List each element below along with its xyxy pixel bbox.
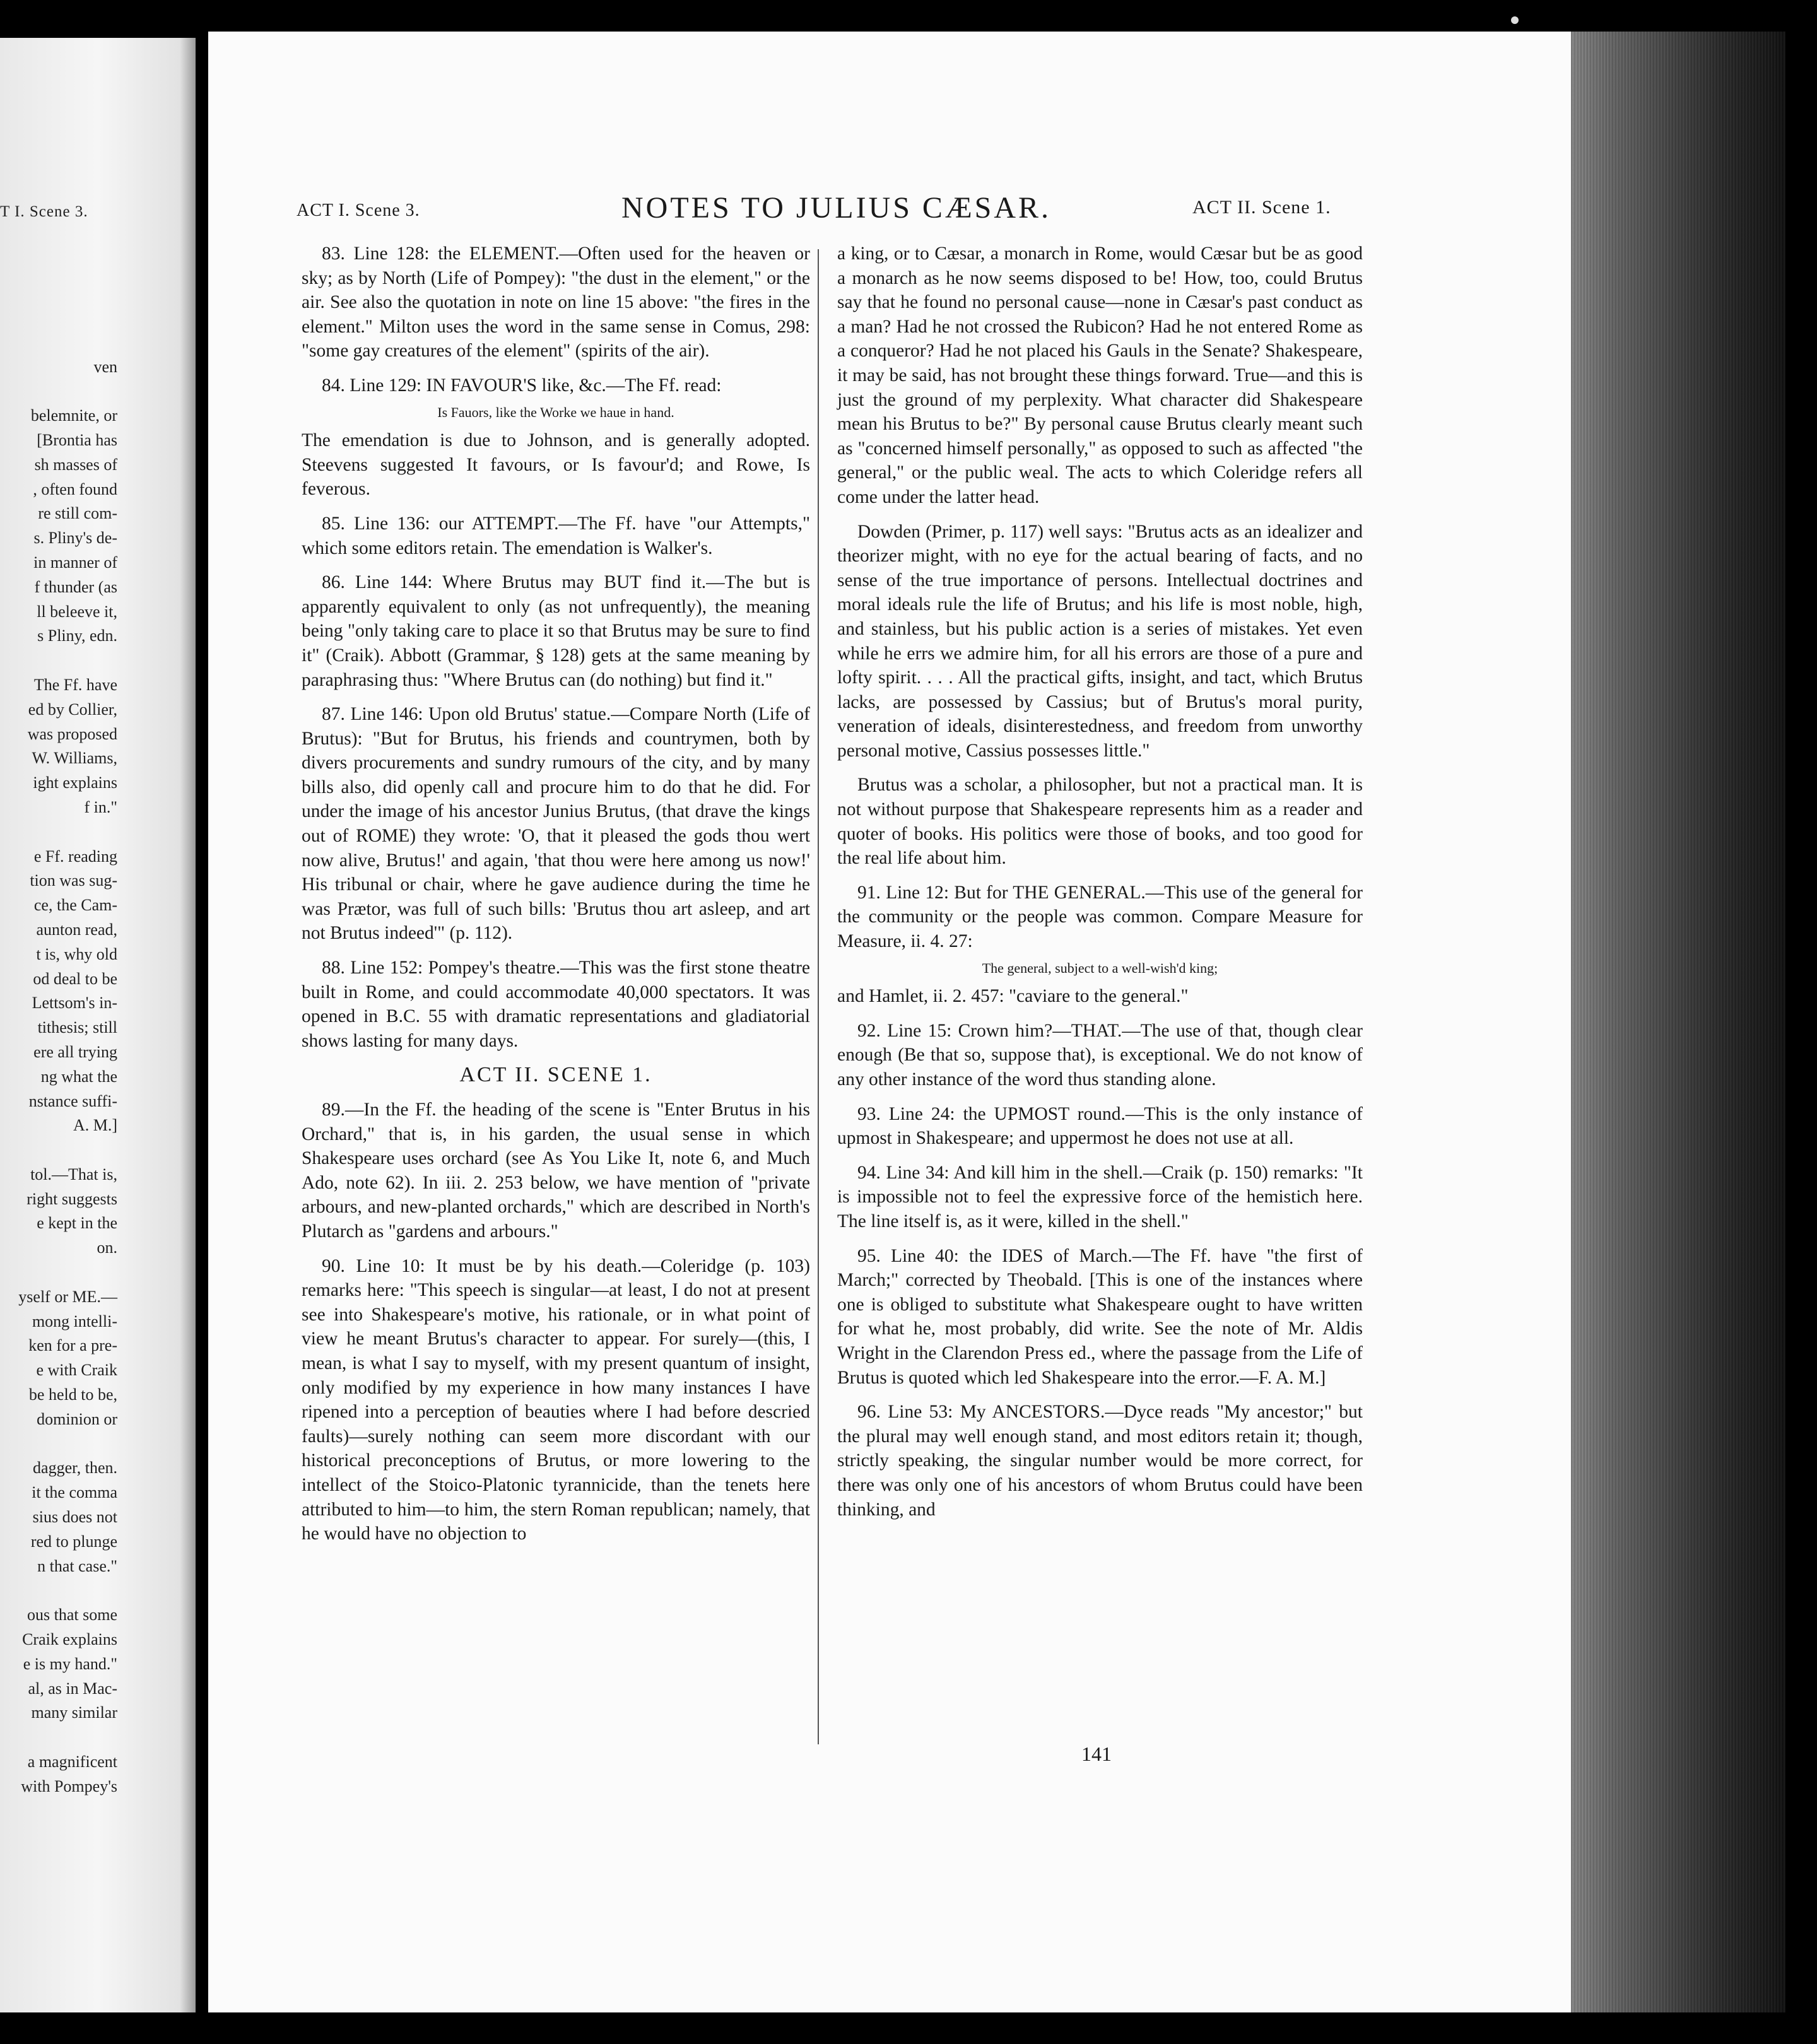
facing-page-line: tol.—That is, (30, 1165, 117, 1184)
facing-page-line: ce, the Cam- (33, 896, 117, 915)
facing-page-line: ng what the (40, 1067, 117, 1086)
facing-page-line: ven (93, 357, 117, 376)
dowden-quote-paragraph: Dowden (Primer, p. 117) well says: "Brutus acts as an idealizer and theorizer might, with no eye for the actual bearing of facts, and no sense of the true importance of persons. Intellectual doctrines and moral ideals rule the life of Brutus; and his life is most noble, high, and stainless, but his public action is a series of mistakes. Yet even while he errs we admire him, for all his errors are those of a pure and lofty spirit. . . . All the practical gifts, insight, and tact, which Brutus lacks, are possessed by Cassius; but of Brutus's moral purity, veneration of ideals, disinterestedness, and freedom from unworthy personal motive, Cassius possesses little." (837, 521, 1363, 761)
facing-page-line (0, 649, 117, 673)
act-heading: ACT II. SCENE 1. (459, 1063, 652, 1087)
facing-page-line (0, 1260, 117, 1285)
facing-page-line: Craik explains (22, 1630, 117, 1649)
facing-page-line (0, 1432, 117, 1457)
note-86: 86. Line 144: Where Brutus may BUT find it.—The but is apparently equivalent to only (as not unfrequently), the meaning being "only taking care to place it so that Brutus may be sure to find it" (Craik). Abbott (Grammar, § 128) gets at the same meaning by paraphrasing thus: "Where Brutus can (do nothing) but find it." (302, 572, 810, 690)
facing-page-line: ous that some (27, 1606, 117, 1624)
facing-page-header: T I. Scene 3. (0, 203, 88, 220)
page-number: 141 (1081, 1742, 1112, 1765)
scan-speck (1511, 16, 1519, 24)
facing-page-line: yself or ME.— (18, 1287, 117, 1306)
note-89: 89.—In the Ff. the heading of the scene is "Enter Brutus in his Orchard," that is, in his garden, the usual sense in which Shakespeare uses orchard (see As You Like It, note 6, and Much Ado, note 62). In iii. 2. 253 below, we have mention of "private arbours, and new-planted orchards," which are described in North's Plutarch as "gardens and arbours." (302, 1100, 810, 1242)
facing-page-line: a magnificent (27, 1753, 117, 1771)
facing-page-line (0, 1578, 117, 1603)
facing-page-line: dominion or (37, 1409, 117, 1428)
note-84-quote: Is Fauors, like the Worke we haue in hand. (437, 404, 674, 420)
facing-page-line: The Ff. have (33, 675, 117, 694)
note-84: 84. Line 129: IN FAVOUR'S like, &c.—The Ff. read: (322, 375, 722, 396)
facing-page-line: Lettsom's in- (32, 994, 117, 1013)
note-85: 85. Line 136: our ATTEMPT.—The Ff. have "our Attempts," which some editors retain. The emendation is Walker's. (302, 513, 810, 558)
running-header-right: ACT II. Scene 1. (1192, 197, 1331, 218)
note-83: 83. Line 128: the ELEMENT.—Often used for the heaven or sky; as by North (Life of Pompey): "the dust in the element," or the air. See also the quotation in note on line 15 above: "the fires in the element." Milton uses the word in the same sense in Comus, 298: "some gay creatures of the element" (spirits of the air). (302, 244, 810, 361)
facing-page-line: right suggests (26, 1189, 117, 1208)
facing-page-line: t is, why old (36, 944, 117, 963)
facing-page-line: it the comma (32, 1483, 117, 1502)
running-title: NOTES TO JULIUS CÆSAR. (621, 191, 1051, 225)
facing-page-line: ere all trying (33, 1042, 117, 1061)
note-87: 87. Line 146: Upon old Brutus' statue.—Compare North (Life of Brutus): "But for Brutus, his friends and countrymen, both by divers procurements and sundry rumours of the city, and by many bills also, did openly call and procure him to do that he did. For under the image of his ancestor Junius Brutus, (that drave the kings out of ROME) they wrote: 'O, that it pleased the gods thou wert now alive, Brutus!' and again, 'that thou were here among us now!' His tribunal or chair, where he gave audience during the time he was Prætor, was full of such bills: 'Brutus thou art asleep, and art not Brutus indeed'" (p. 112). (302, 704, 810, 944)
facing-page-line (0, 820, 117, 845)
running-header-left: ACT I. Scene 3. (297, 201, 420, 220)
note-88: 88. Line 152: Pompey's theatre.—This was the first stone theatre built in Rome, and could accommodate 40,000 spectators. It was opened in B.C. 55 with dramatic representations and gladiatorial shows lasting for many days. (302, 958, 810, 1051)
note-95: 95. Line 40: the IDES of March.—The Ff. have "the first of March;" corrected by Theobald. [This is one of the instances where one is obliged to substitute what Shakespeare ought to have written for what he, most probably, did write. See the note of Mr. Aldis Wright in the Clarendon Press ed., where the passage from the Life of Brutus is quoted which led Shakespeare into the error.—F. A. M.] (837, 1245, 1363, 1388)
facing-page-line: e kept in the (37, 1214, 117, 1233)
facing-page-line: s. Pliny's de- (33, 529, 117, 548)
facing-page-line: dagger, then. (33, 1459, 117, 1477)
note-92: 92. Line 15: Crown him?—THAT.—The use of that, though clear enough (Be that so, suppose that), is exceptional. We do not know of any other instance of the word thus standing alone. (837, 1020, 1363, 1090)
facing-page-line: ken for a pre- (28, 1336, 117, 1355)
column-rule (818, 249, 819, 1744)
facing-page-line: s Pliny, edn. (37, 626, 117, 645)
note-90: 90. Line 10: It must be by his death.—Coleridge (p. 103) remarks here: "This speech is singular—at least, I do not at present see into Shakespeare's motive, his rationale, or in what point of view he meant Brutus's character to appear. For surely—(this, I mean, is what I say to myself, with my present quantum of insight, only modified by my experience in how many instances I have ripened into a perception of beauties where I had before descried faults)—surely nothing can seem more discordant with our historical preconceptions of Brutus, or more lowering to the intellect of the Stoico-Platonic tyrannicide, than the tenets here attributed to him—to him, the stern Roman republican; namely, that he would have no objection to (302, 1255, 810, 1544)
facing-page-line: belemnite, or (30, 406, 117, 425)
facing-page-line: on. (97, 1238, 117, 1257)
facing-page-line: re still com- (38, 504, 117, 523)
note-93: 93. Line 24: the UPMOST round.—This is the only instance of upmost in Shakespeare; and uppermost he does not use at all. (837, 1103, 1363, 1149)
facing-page-line: was proposed (27, 724, 117, 743)
note-94: 94. Line 34: And kill him in the shell.—Craik (p. 150) remarks: "It is impossible not to feel the expressive force of the hemistich here. The line itself is, as it were, killed in the shell." (837, 1162, 1363, 1231)
facing-page-line: sh masses of (34, 455, 117, 474)
facing-page-line: ed by Collier, (28, 700, 117, 719)
facing-page-line: A. M.] (73, 1116, 117, 1135)
note-91: 91. Line 12: But for THE GENERAL.—This use of the general for the community or the people was common. Compare Measure for Measure, ii. 4. 27: (837, 882, 1363, 952)
facing-page (0, 38, 196, 2012)
book-page-edges (1571, 32, 1785, 2012)
facing-page-line (0, 1138, 117, 1163)
facing-page-line: e is my hand." (23, 1654, 117, 1673)
facing-page-line: al, as in Mac- (28, 1679, 117, 1698)
facing-page-line (0, 306, 117, 331)
brutus-paragraph: Brutus was a scholar, a philosopher, but not a practical man. It is not without purpose that Shakespeare represents him as a reader and quoter of books. His politics were those of books, and too good for the real life about him. (837, 775, 1363, 869)
facing-page-line: , often found (33, 479, 117, 498)
facing-page-line: with Pompey's (21, 1777, 117, 1795)
notes-column-right (837, 242, 1363, 1532)
facing-page-line: e with Craik (36, 1361, 117, 1380)
note-91-quote: The general, subject to a well-wish'd king; (982, 960, 1218, 976)
facing-page-line: aunton read, (36, 920, 117, 939)
facing-page-line: tion was sug- (30, 871, 117, 890)
note-91-continuation: and Hamlet, ii. 2. 457: "caviare to the general." (837, 986, 1189, 1007)
facing-page-line: sius does not (32, 1508, 117, 1527)
facing-page-line: f in." (84, 797, 117, 816)
facing-page-line: od deal to be (33, 969, 117, 988)
facing-page-line: [Brontia has (37, 430, 117, 449)
facing-page-line (0, 1725, 117, 1750)
facing-page-line: mong intelli- (32, 1312, 117, 1330)
facing-page-text (0, 306, 117, 1799)
facing-page-line: many similar (31, 1703, 117, 1722)
note-84-continuation: The emendation is due to Johnson, and is generally adopted. Steevens suggested It favours, or Is favour'd; and Rowe, Is feverous. (302, 430, 810, 500)
notes-column-left (302, 242, 810, 1556)
note-90-continuation: a king, or to Cæsar, a monarch in Rome, would Cæsar but be as good a monarch as he now seems disposed to be! How, too, could Brutus say that he found no personal cause—none in Cæsar's past conduct as a man? Had he not crossed the Rubicon? Had he not entered Rome as a conqueror? Had he not placed his Gauls in the Senate? Shakespeare, it may be said, has not brought these things forward. True—and this is just the ground of my perplexity. What character did Shakespeare mean his Brutus to be?" By personal cause Brutus clearly meant such as "concerned himself personally," as opposed to such as affected "the general," or the public weal. The acts to which Coleridge refers all come under the latter head. (837, 244, 1363, 507)
facing-page-line (0, 331, 117, 355)
facing-page-line: W. Williams, (32, 749, 117, 768)
note-96: 96. Line 53: My ANCESTORS.—Dyce reads "My ancestor;" but the plural may well enough stand, and most editors retain it; though, strictly speaking, the singular number would be more correct, for there was only one of his ancestors of whom Brutus could have been thinking, and (837, 1402, 1363, 1520)
facing-page-line: nstance suffi- (28, 1091, 117, 1110)
facing-page-line: n that case." (37, 1556, 117, 1575)
facing-page-line: tithesis; still (37, 1018, 117, 1037)
facing-page-line: e Ff. reading (33, 847, 117, 866)
facing-page-line: f thunder (as (34, 577, 117, 596)
facing-page-line: ight explains (33, 773, 117, 792)
facing-page-line: in manner of (33, 553, 117, 572)
facing-page-line: red to plunge (30, 1532, 117, 1551)
facing-page-line: be held to be, (28, 1385, 117, 1404)
facing-page-line: ll beleeve it, (37, 602, 117, 621)
facing-page-line (0, 379, 117, 404)
